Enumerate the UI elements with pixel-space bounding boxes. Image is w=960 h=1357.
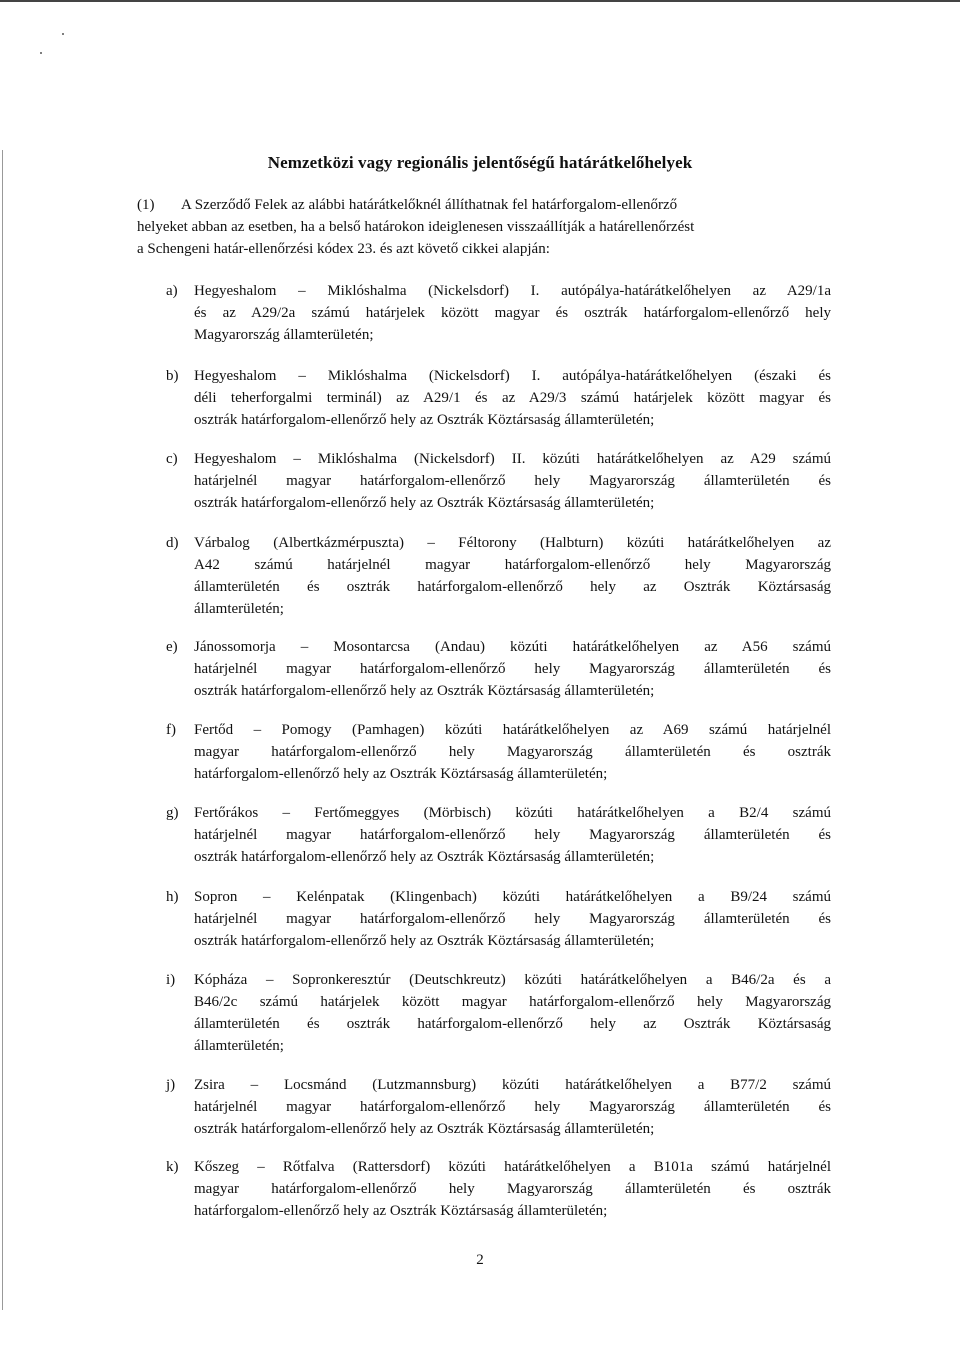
- scan-speck: [62, 33, 64, 35]
- item-line: magyar határforgalom-ellenőrző hely Magyarország államterületén és osztrák: [194, 744, 831, 760]
- item-text: [194, 1156, 831, 1222]
- item-line: Kópháza – Sopronkeresztúr (Deutschkreutz) közúti határátkelőhelyen a B46/2a és a: [194, 972, 831, 988]
- item-line: osztrák határforgalom-ellenőrző hely az Osztrák Köztársaság államterületén;: [194, 412, 655, 428]
- paragraph-number: (1): [137, 197, 155, 213]
- item-line: magyar határforgalom-ellenőrző hely Magyarország államterületén és osztrák: [194, 1181, 831, 1197]
- list-item-e: [166, 636, 831, 702]
- list-item-k: [166, 1156, 831, 1222]
- item-line: Fertőd – Pomogy (Pamhagen) közúti határátkelőhelyen az A69 számú határjelnél: [194, 722, 831, 738]
- list-item-j: [166, 1074, 831, 1140]
- item-letter: e): [166, 639, 178, 655]
- item-line: Hegyeshalom – Miklóshalma (Nickelsdorf) II. közúti határátkelőhelyen az A29 számú: [194, 451, 831, 467]
- item-line: Jánossomorja – Mosontarcsa (Andau) közúti határátkelőhelyen az A56 számú: [194, 639, 831, 655]
- list-item-d: [166, 532, 831, 620]
- item-line: határjelnél magyar határforgalom-ellenőrző hely Magyarország államterületén és: [194, 473, 831, 489]
- item-letter: g): [166, 805, 179, 821]
- intro-line: a Schengeni határ-ellenőrzési kódex 23. és azt követő cikkei alapján:: [137, 241, 550, 257]
- item-letter: d): [166, 535, 179, 551]
- item-letter: f): [166, 722, 176, 738]
- item-line: Kőszeg – Rőtfalva (Rattersdorf) közúti határátkelőhelyen a B101a számú határjelnél: [194, 1159, 831, 1175]
- item-text: [194, 886, 831, 952]
- scan-left-edge: [2, 150, 3, 1310]
- list-item-b: [166, 365, 831, 431]
- item-line: határjelnél magyar határforgalom-ellenőrző hely Magyarország államterületén és: [194, 911, 831, 927]
- item-letter: k): [166, 1159, 179, 1175]
- scan-speck: [40, 52, 42, 54]
- list-item-a: [166, 280, 831, 346]
- item-line: határjelnél magyar határforgalom-ellenőrző hely Magyarország államterületén és: [194, 661, 831, 677]
- item-line: határjelnél magyar határforgalom-ellenőrző hely Magyarország államterületén és: [194, 827, 831, 843]
- list-item-c: [166, 448, 831, 514]
- item-line: és az A29/2a számú határjelek között magyar és osztrák határforgalom-ellenőrző hely: [194, 305, 831, 321]
- item-line: határforgalom-ellenőrző hely az Osztrák Köztársaság államterületén;: [194, 766, 608, 782]
- list-item-f: [166, 719, 831, 785]
- item-text: [194, 969, 831, 1057]
- list-item-g: [166, 802, 831, 868]
- intro-paragraph: [137, 194, 831, 260]
- item-letter: h): [166, 889, 179, 905]
- item-line: Fertőrákos – Fertőmeggyes (Mörbisch) közúti határátkelőhelyen a B2/4 számú: [194, 805, 831, 821]
- list-item-i: [166, 969, 831, 1057]
- item-line: A42 számú határjelnél magyar határforgalom-ellenőrző hely Magyarország: [194, 557, 831, 573]
- item-line: Sopron – Kelénpatak (Klingenbach) közúti határátkelőhelyen a B9/24 számú: [194, 889, 831, 905]
- item-line: osztrák határforgalom-ellenőrző hely az Osztrák Köztársaság államterületén;: [194, 933, 655, 949]
- item-letter: j): [166, 1077, 176, 1093]
- item-letter: b): [166, 368, 179, 384]
- item-text: [194, 365, 831, 431]
- item-text: [194, 532, 831, 620]
- item-line: B46/2c számú határjelek között magyar határforgalom-ellenőrző hely Magyarország: [194, 994, 831, 1010]
- item-text: [194, 636, 831, 702]
- item-text: [194, 448, 831, 514]
- item-line: osztrák határforgalom-ellenőrző hely az Osztrák Köztársaság államterületén;: [194, 1121, 655, 1137]
- item-text: [194, 802, 831, 868]
- item-line: Magyarország államterületén;: [194, 327, 374, 343]
- page-number: 2: [476, 1252, 484, 1268]
- item-line: határforgalom-ellenőrző hely az Osztrák Köztársaság államterületén;: [194, 1203, 608, 1219]
- item-text: [194, 280, 831, 346]
- item-line: Várbalog (Albertkázmérpuszta) – Féltorony (Halbturn) közúti határátkelőhelyen az: [194, 535, 831, 551]
- item-letter: c): [166, 451, 178, 467]
- item-text: [194, 719, 831, 785]
- item-line: osztrák határforgalom-ellenőrző hely az Osztrák Köztársaság államterületén;: [194, 495, 655, 511]
- item-line: államterületén és osztrák határforgalom-ellenőrző hely az Osztrák Köztársaság: [194, 579, 831, 595]
- intro-text: A Szerződő Felek az alábbi határátkelőknél állíthatnak fel határforgalom-ellenőrző: [181, 197, 678, 213]
- item-letter: a): [166, 283, 178, 299]
- item-line: határjelnél magyar határforgalom-ellenőrző hely Magyarország államterületén és: [194, 1099, 831, 1115]
- list-item-h: [166, 886, 831, 952]
- item-letter: i): [166, 972, 176, 988]
- intro-line: helyeket abban az esetben, ha a belső határokon ideiglenesen visszaállítják a határellenőrzést: [137, 219, 695, 235]
- item-line: osztrák határforgalom-ellenőrző hely az Osztrák Köztársaság államterületén;: [194, 683, 655, 699]
- item-line: osztrák határforgalom-ellenőrző hely az Osztrák Köztársaság államterületén;: [194, 849, 655, 865]
- item-line: államterületén;: [194, 601, 284, 617]
- item-text: [194, 1074, 831, 1140]
- item-line: Hegyeshalom – Miklóshalma (Nickelsdorf) I. autópálya-határátkelőhelyen az A29/1a: [194, 283, 831, 299]
- item-line: Hegyeshalom – Miklóshalma (Nickelsdorf) I. autópálya-határátkelőhelyen (északi és: [194, 368, 831, 384]
- item-line: déli teherforgalmi terminál) az A29/1 és az A29/3 számú határjelek között magyar és: [194, 390, 831, 406]
- item-line: államterületén és osztrák határforgalom-ellenőrző hely az Osztrák Köztársaság: [194, 1016, 831, 1032]
- item-line: Zsira – Locsmánd (Lutzmannsburg) közúti határátkelőhelyen a B77/2 számú: [194, 1077, 831, 1093]
- page-title: Nemzetközi vagy regionális jelentőségű határátkelőhelyek: [267, 153, 693, 172]
- intro-line: [137, 194, 831, 216]
- item-line: államterületén;: [194, 1038, 284, 1054]
- scan-top-border: [0, 0, 960, 2]
